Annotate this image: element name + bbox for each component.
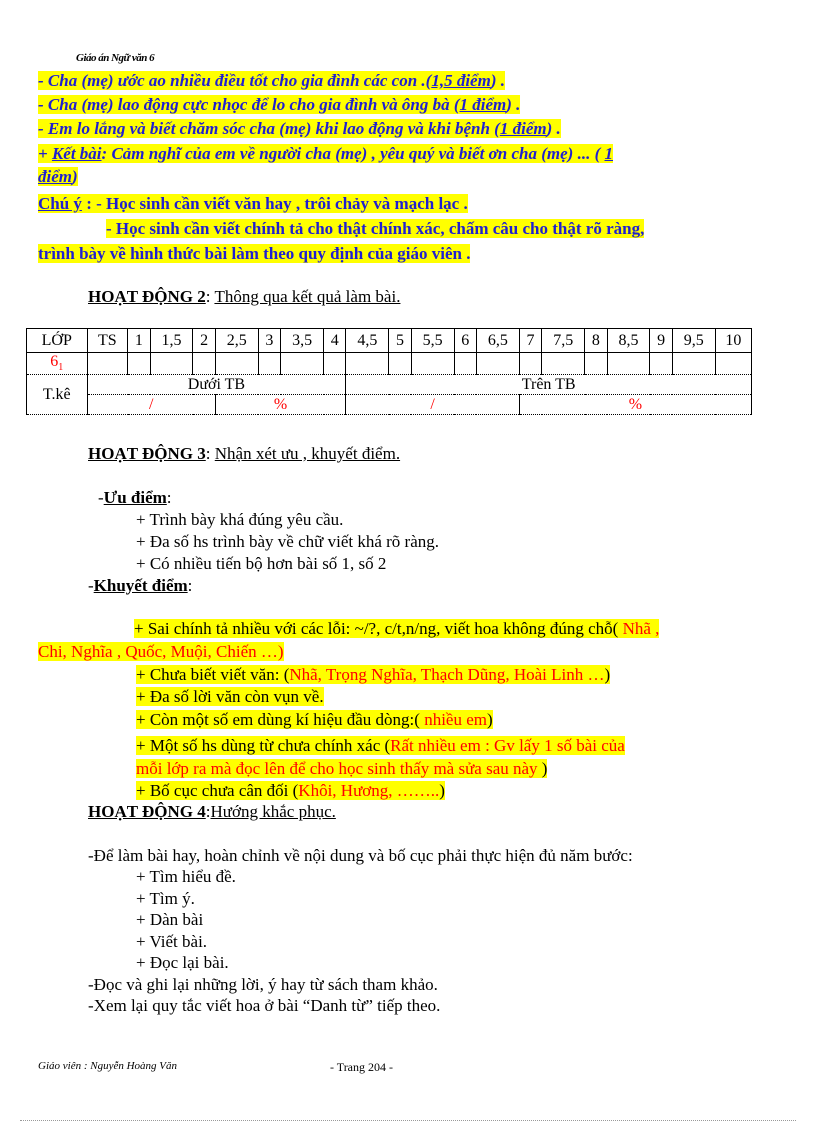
- outline-line-5: điểm): [38, 167, 78, 186]
- page-bottom-divider: [20, 1120, 796, 1121]
- table-cell: [150, 353, 193, 375]
- table-cell: [476, 353, 519, 375]
- above-avg-header: Trên TB: [346, 375, 752, 395]
- class-cell: $6_1$: [27, 353, 88, 375]
- table-cell: [650, 353, 672, 375]
- section-hd2-title: HOẠT ĐỘNG 2: Thông qua kết quả làm bài.: [88, 287, 401, 306]
- table-header-cell: 7: [519, 329, 541, 353]
- table-cell: [281, 353, 324, 375]
- list-item: + Đọc lại bài.: [136, 953, 229, 972]
- table-header-cell: 8,5: [607, 329, 650, 353]
- table-cell: [324, 353, 346, 375]
- weakness-item-6: + Bố cục chưa cân đối (Khôi, Hương, ……..): [136, 781, 445, 800]
- table-row-tke: [27, 375, 752, 395]
- list-item: + Trình bày khá đúng yêu cầu.: [136, 510, 344, 529]
- table-cell: [87, 353, 128, 375]
- weakness-item-1-cont: Chi, Nghĩa , Quốc, Muội, Chiến …): [38, 642, 284, 661]
- table-header-cell: TS: [87, 329, 128, 353]
- weakness-item-5-cont: mỗi lớp ra mà đọc lên để cho học sinh thấy mà sửa sau này ): [136, 759, 548, 778]
- outline-line-1: - Cha (mẹ) ước ao nhiều điều tốt cho gia đình các con .(1,5 điểm) .: [38, 71, 505, 90]
- table-cell: [542, 353, 585, 375]
- closing-line-1: -Đọc và ghi lại những lời, ý hay từ sách tham khảo.: [88, 975, 438, 994]
- table-header-row: [27, 329, 752, 353]
- weakness-item-1: + Sai chính tả nhiều với các lỗi: ~/?, c/t,n/ng, viết hoa không đúng chỗ( Nhã ,: [134, 619, 660, 638]
- table-header-cell: 6: [454, 329, 476, 353]
- table-header-cell: 2,5: [215, 329, 258, 353]
- strengths-heading: -Ưu điểm:: [98, 488, 172, 507]
- table-cell: [411, 353, 454, 375]
- table-cell: [607, 353, 650, 375]
- table-header-cell: 1,5: [150, 329, 193, 353]
- list-item: + Dàn bài: [136, 910, 204, 929]
- results-table: [26, 328, 752, 415]
- outline-line-4: + Kết bài: Cảm nghĩ của em về người cha (mẹ) , yêu quý và biết ơn cha (mẹ) ... ( 1: [38, 144, 613, 163]
- footer-page-number: - Trang 204 -: [330, 1060, 394, 1074]
- table-cell: [454, 353, 476, 375]
- table-cell: [128, 353, 150, 375]
- table-header-cell: 3: [258, 329, 280, 353]
- weakness-item-3: + Đa số lời văn còn vụn về.: [136, 687, 324, 706]
- footer-teacher: Giáo viên : Nguyễn Hoàng Văn: [38, 1060, 177, 1072]
- list-item: + Tìm ý.: [136, 889, 195, 908]
- table-cell: [193, 353, 215, 375]
- table-header-cell: 7,5: [542, 329, 585, 353]
- note-line-2: - Học sinh cần viết chính tả cho thật chính xác, chấm câu cho thật rõ ràng,: [106, 219, 645, 238]
- section-hd4-title: HOẠT ĐỘNG 4:Hướng khắc phục.: [88, 802, 336, 821]
- note-line-3: trình bày về hình thức bài làm theo quy định của giáo viên .: [38, 244, 471, 263]
- page-header: Giáo án Ngữ văn 6: [76, 52, 155, 64]
- table-header-cell: 6,5: [476, 329, 519, 353]
- note-line-1: Chú ý : - Học sinh cần viết văn hay , trôi chảy và mạch lạc .: [38, 194, 468, 213]
- weakness-item-5: + Một số hs dùng từ chưa chính xác (Rất nhiều em : Gv lấy 1 số bài của: [136, 736, 625, 755]
- table-header-cell: 10: [715, 329, 751, 353]
- tke-cell: T.kê: [27, 375, 88, 415]
- table-row-ratio: [27, 395, 752, 415]
- table-header-cell: 1: [128, 329, 150, 353]
- list-item: + Đa số hs trình bày về chữ viết khá rõ ràng.: [136, 532, 440, 551]
- outline-line-2: - Cha (mẹ) lao động cực nhọc để lo cho gia đình và ông bà (1 điểm) .: [38, 95, 521, 114]
- above-count-cell: /: [346, 395, 520, 415]
- below-count-cell: /: [87, 395, 215, 415]
- list-item: + Tìm hiểu đề.: [136, 867, 236, 886]
- table-header-cell: 9: [650, 329, 672, 353]
- weakness-item-4: + Còn một số em dùng kí hiệu đầu dòng:( nhiều em): [136, 710, 493, 729]
- closing-line-2: -Xem lại quy tắc viết hoa ở bài “Danh từ” tiếp theo.: [88, 996, 441, 1015]
- table-cell: [215, 353, 258, 375]
- steps-intro: -Để làm bài hay, hoàn chỉnh về nội dung và bố cục phải thực hiện đủ năm bước:: [88, 846, 633, 865]
- below-percent-cell: %: [215, 395, 346, 415]
- table-header-cell: 5: [389, 329, 411, 353]
- table-cell: [519, 353, 541, 375]
- table-header-cell: 4,5: [346, 329, 389, 353]
- table-header-cell: LỚP: [27, 329, 88, 353]
- table-cell: [672, 353, 715, 375]
- table-cell: [585, 353, 607, 375]
- table-header-cell: 9,5: [672, 329, 715, 353]
- list-item: + Có nhiều tiến bộ hơn bài số 1, số 2: [136, 554, 387, 573]
- table-cell: [346, 353, 389, 375]
- above-percent-cell: %: [519, 395, 751, 415]
- table-cell: [258, 353, 280, 375]
- list-item: + Viết bài.: [136, 932, 208, 951]
- outline-line-3: - Em lo lắng và biết chăm sóc cha (mẹ) khi lao động và khi bệnh (1 điểm) .: [38, 119, 561, 138]
- table-header-cell: 5,5: [411, 329, 454, 353]
- weaknesses-heading: -Khuyết điểm:: [88, 576, 193, 595]
- table-cell: [389, 353, 411, 375]
- table-row-class: [27, 353, 752, 375]
- table-cell: [715, 353, 751, 375]
- below-avg-header: Dưới TB: [87, 375, 346, 395]
- table-header-cell: 3,5: [281, 329, 324, 353]
- table-header-cell: 4: [324, 329, 346, 353]
- table-header-cell: 2: [193, 329, 215, 353]
- section-hd3-title: HOẠT ĐỘNG 3: Nhận xét ưu , khuyết điểm.: [88, 444, 401, 463]
- table-header-cell: 8: [585, 329, 607, 353]
- note-label: Chú ý: [38, 194, 82, 213]
- weakness-item-2: + Chưa biết viết văn: (Nhã, Trọng Nghĩa, Thạch Dũng, Hoài Linh …): [136, 665, 611, 684]
